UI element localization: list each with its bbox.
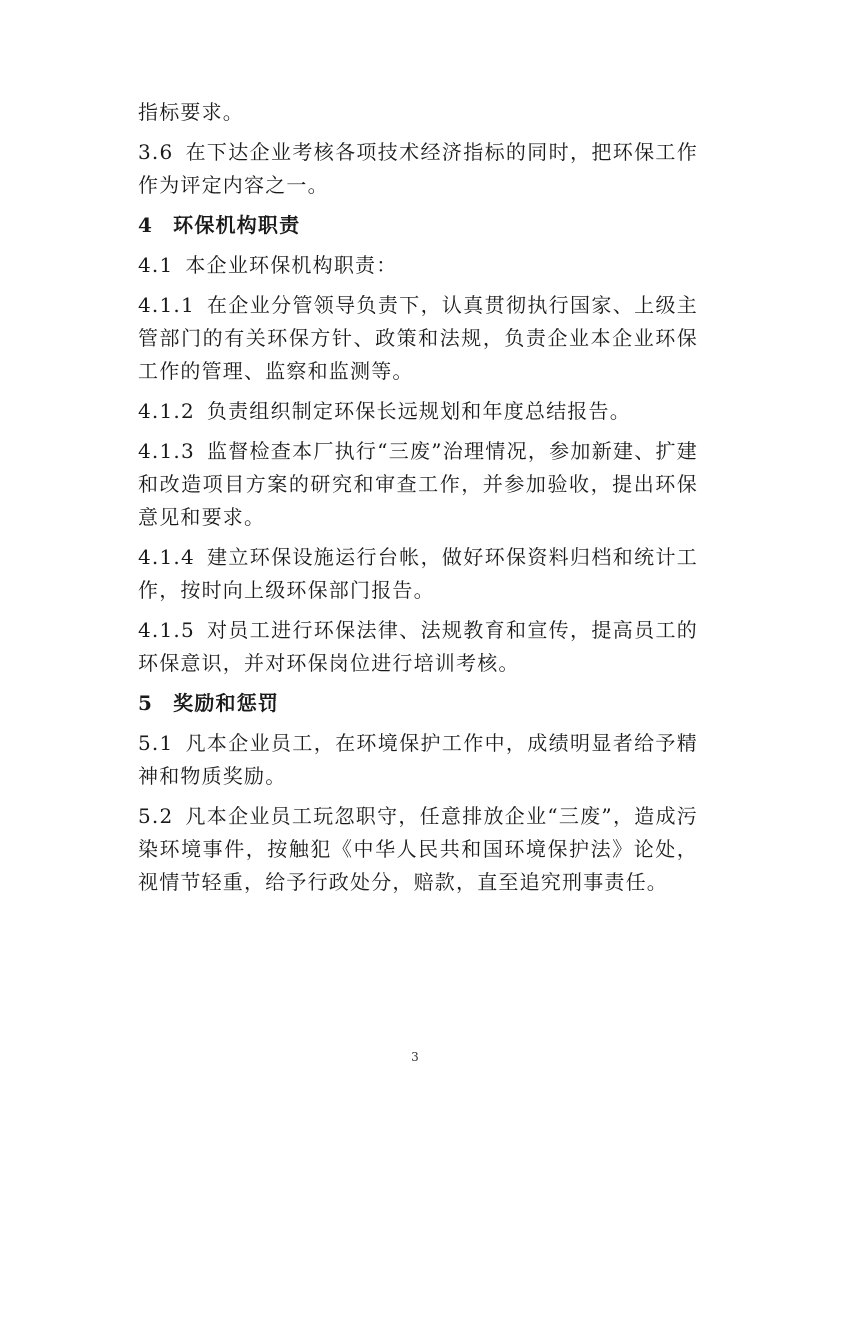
section-number: 4.1.5 xyxy=(138,618,195,642)
paragraph-text: 凡本企业员工，在环境保护工作中，成绩明显者给予精神和物质奖励。 xyxy=(138,731,698,788)
section-number: 5 xyxy=(138,691,154,715)
paragraph-text: 负责组织制定环保长远规划和年度总结报告。 xyxy=(206,399,631,423)
paragraph-text: 在企业分管领导负责下，认真贯彻执行国家、上级主管部门的有关环保方针、政策和法规，负责企业本企业环保工作的管理、监察和监测等。 xyxy=(138,293,698,383)
section-number: 4.1.1 xyxy=(138,293,195,317)
paragraph-text: 监督检查本厂执行“三废”治理情况，参加新建、扩建和改造项目方案的研究和审查工作，并参加验收，提出环保意见和要求。 xyxy=(138,439,698,529)
paragraph-4-1-5 xyxy=(138,614,698,680)
paragraph-text: 建立环保设施运行台帐，做好环保资料归档和统计工作，按时向上级环保部门报告。 xyxy=(138,545,698,602)
paragraph-text: 本企业环保机构职责： xyxy=(185,253,398,277)
paragraph-4-1-1 xyxy=(138,289,698,388)
section-number: 5.2 xyxy=(138,804,174,828)
section-number: 4 xyxy=(138,213,154,237)
section-number: 4.1.2 xyxy=(138,399,195,423)
section-heading-4 xyxy=(138,209,698,242)
section-number: 5.1 xyxy=(138,731,174,755)
section-number: 4.1.3 xyxy=(138,439,195,463)
paragraph-text: 指标要求。 xyxy=(138,100,244,124)
paragraph-4-1-3 xyxy=(138,435,698,534)
page-number: 3 xyxy=(411,1050,419,1064)
paragraph-text: 在下达企业考核各项技术经济指标的同时，把环保工作作为评定内容之一。 xyxy=(138,140,698,197)
paragraph-4-1-2 xyxy=(138,395,698,428)
section-number: 4.1.4 xyxy=(138,545,195,569)
paragraph-text: 对员工进行环保法律、法规教育和宣传，提高员工的环保意识，并对环保岗位进行培训考核。 xyxy=(138,618,698,675)
paragraph-5-2 xyxy=(138,800,698,899)
section-number: 4.1 xyxy=(138,253,174,277)
paragraph-4-1-4 xyxy=(138,541,698,607)
section-number: 3.6 xyxy=(138,140,174,164)
paragraph-5-1 xyxy=(138,727,698,793)
paragraph-continuation xyxy=(138,96,698,129)
section-heading-5 xyxy=(138,687,698,720)
paragraph-3-6 xyxy=(138,136,698,202)
paragraph-4-1 xyxy=(138,249,698,282)
section-title: 环保机构职责 xyxy=(173,213,301,237)
document-body xyxy=(138,96,698,906)
paragraph-text: 凡本企业员工玩忽职守，任意排放企业“三废”，造成污染环境事件，按触犯《中华人民共和国环境保护法》论处，视情节轻重，给予行政处分，赔款，直至追究刑事责任。 xyxy=(138,804,698,894)
section-title: 奖励和惩罚 xyxy=(173,691,280,715)
